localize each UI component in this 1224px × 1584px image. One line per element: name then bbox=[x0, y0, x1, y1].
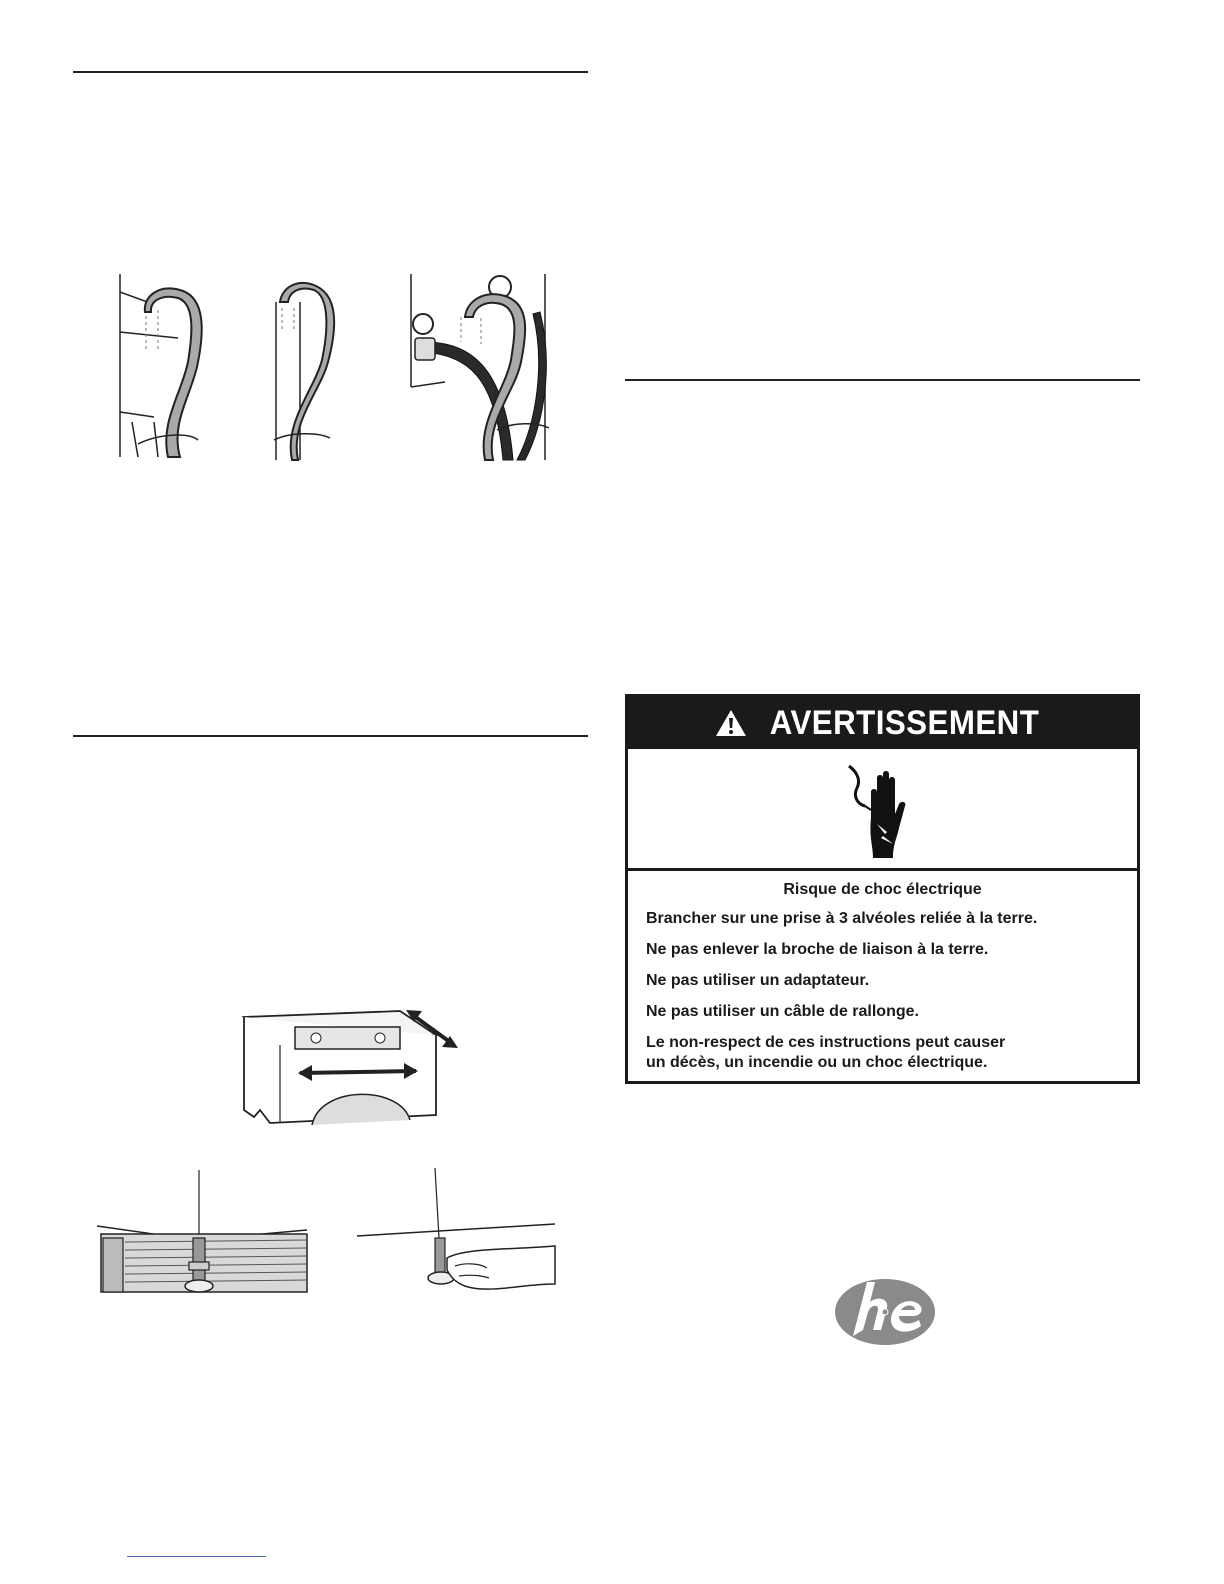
footer-link-underline bbox=[127, 1556, 266, 1557]
warning-line: Ne pas utiliser un adaptateur. bbox=[646, 972, 870, 989]
drain-hose-utility-sink-illustration bbox=[405, 272, 555, 462]
warning-consequence bbox=[646, 1033, 1119, 1073]
warning-triangle-icon bbox=[714, 708, 748, 738]
drain-hose-laundry-tub-illustration bbox=[118, 272, 210, 462]
he-logo bbox=[833, 1272, 941, 1348]
warning-heading: Risque de choc électrique bbox=[783, 881, 982, 898]
warning-line: Ne pas enlever la broche de liaison à la terre. bbox=[646, 941, 989, 958]
section-rule-mid-left bbox=[73, 735, 588, 737]
warning-title: AVERTISSEMENT bbox=[769, 703, 1040, 742]
warning-line: Brancher sur une prise à 3 alvéoles reliée à la terre. bbox=[646, 910, 1038, 927]
electric-shock-warning-box bbox=[625, 694, 1140, 1084]
electric-shock-hand-icon bbox=[843, 758, 923, 862]
section-rule-top-left bbox=[73, 71, 588, 73]
section-rule-right bbox=[625, 379, 1140, 381]
drain-hose-standpipe-illustration bbox=[270, 272, 350, 462]
washer-leveling-top-illustration bbox=[240, 1005, 465, 1130]
warning-text-block bbox=[628, 871, 1137, 1073]
warning-consequence-line-1: Le non-respect de ces instructions peut causer bbox=[646, 1034, 1006, 1051]
warning-line: Ne pas utiliser un câble de rallonge. bbox=[646, 1003, 919, 1020]
warning-consequence-line-2: un décès, un incendie ou un choc électrique. bbox=[646, 1054, 988, 1071]
leveling-foot-wood-block-illustration bbox=[95, 1168, 310, 1298]
warning-pictogram-row bbox=[628, 749, 1137, 871]
warning-header bbox=[628, 697, 1137, 749]
leveling-foot-hand-adjust-illustration bbox=[355, 1166, 560, 1296]
